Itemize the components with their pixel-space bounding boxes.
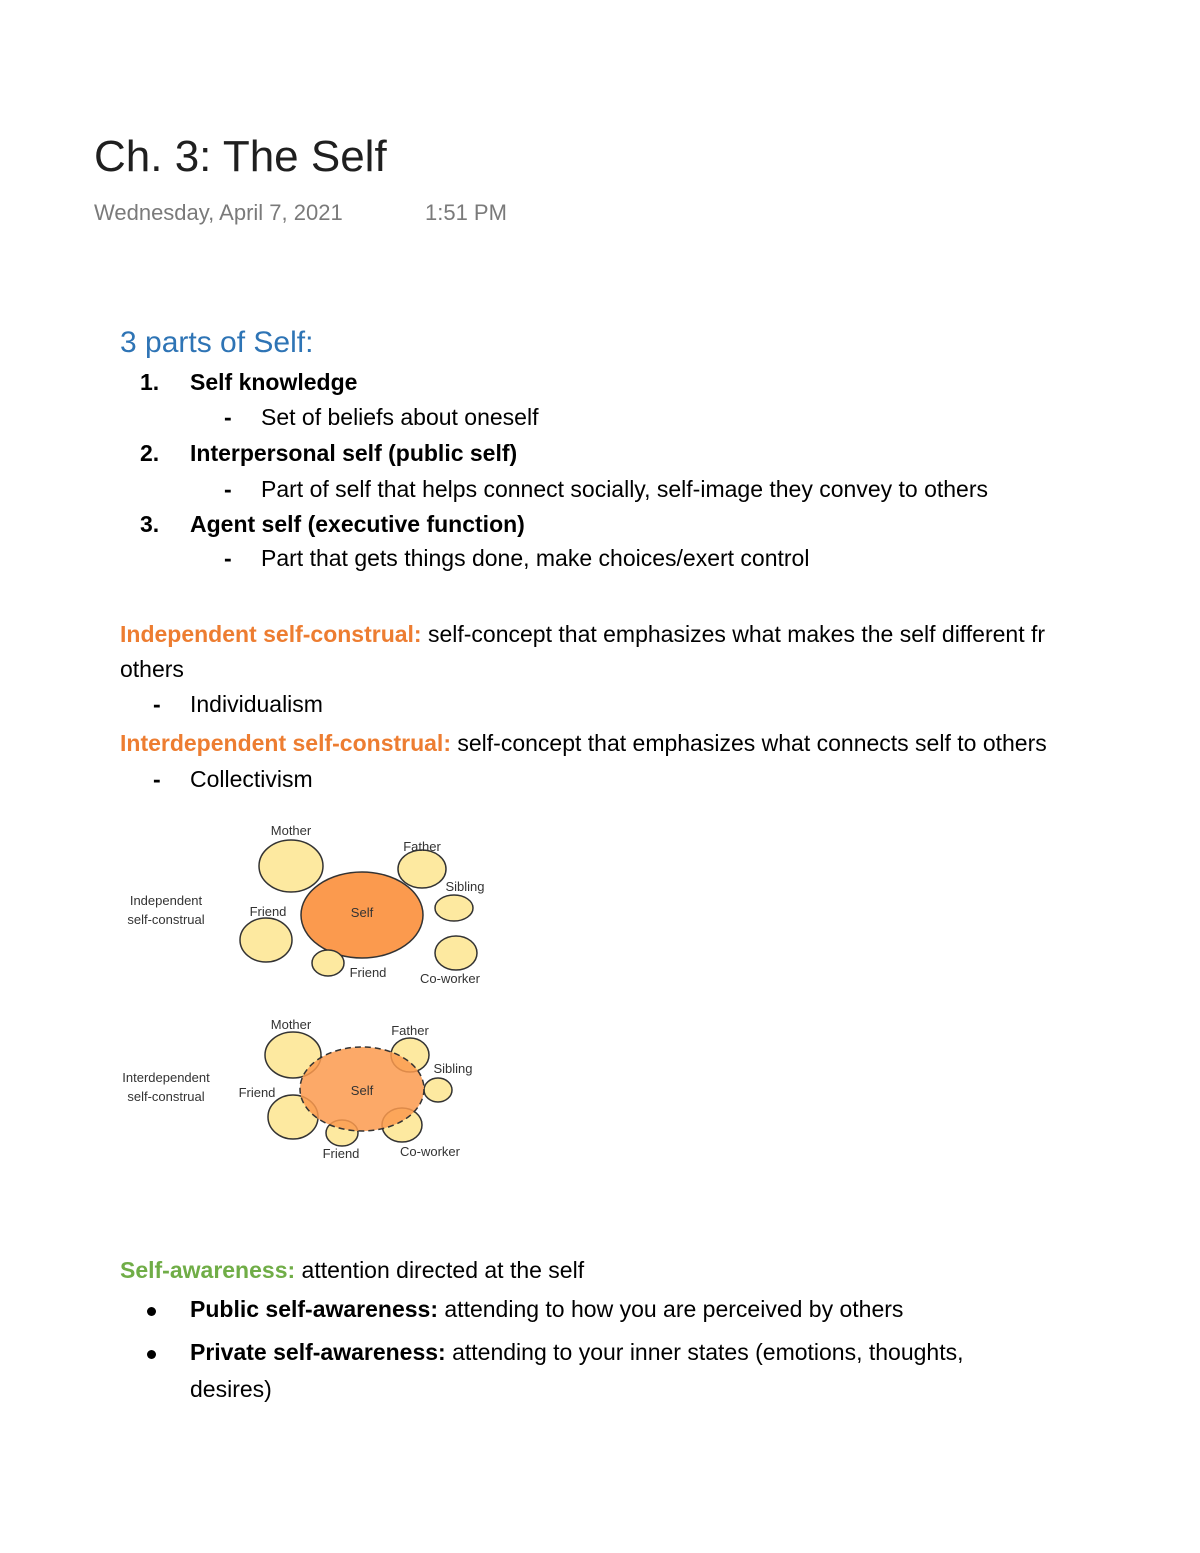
self-label: Self	[350, 905, 374, 920]
interdependent-text: self-concept that emphasizes what connects self to others	[450, 730, 1047, 756]
friend-label: Friend	[349, 965, 387, 980]
mother-circle	[259, 840, 323, 892]
father-label: Father	[403, 839, 441, 854]
sibling-label: Sibling	[433, 1061, 473, 1076]
dash-marker: -	[224, 476, 232, 502]
bullet-item	[190, 1296, 903, 1323]
dash-marker: -	[224, 545, 232, 571]
awareness-term: Self-awareness:	[120, 1257, 296, 1283]
self-label: Self	[350, 1083, 374, 1098]
coworker-circle	[435, 936, 477, 970]
self-construal-diagram	[110, 815, 510, 1175]
dash-marker: -	[224, 404, 232, 430]
diagram-label: self-construal	[127, 1089, 205, 1104]
bullet-marker	[147, 1307, 156, 1316]
mother-label: Mother	[270, 823, 312, 838]
diagram-label: Independent	[129, 893, 203, 908]
sibling-circle	[435, 895, 473, 921]
mother-label: Mother	[270, 1017, 312, 1032]
awareness-text: attention directed at the self	[295, 1257, 585, 1283]
list-item-detail: Part that gets things done, make choices/exert control	[261, 545, 810, 571]
father-label: Father	[391, 1023, 429, 1038]
bullet-detail-cont: desires)	[190, 1376, 272, 1402]
list-number: 3.	[140, 511, 160, 537]
awareness-definition	[120, 1257, 584, 1284]
bullet-label: Private self-awareness:	[190, 1339, 446, 1365]
interdependent-term: Interdependent self-construal:	[120, 730, 451, 756]
independent-definition	[120, 621, 1045, 648]
bullet-item	[190, 1339, 964, 1366]
list-item-label: Interpersonal self (public self)	[190, 440, 518, 466]
bullet-detail: attending to how you are perceived by others	[438, 1296, 904, 1322]
independent-text: self-concept that emphasizes what makes the self different fr	[421, 621, 1046, 647]
page-date: Wednesday, April 7, 2021	[94, 200, 343, 225]
list-item-label: Agent self (executive function)	[190, 511, 525, 537]
page-title: Ch. 3: The Self	[94, 132, 387, 181]
list-number: 2.	[140, 440, 160, 466]
independent-definition-cont: others	[120, 656, 184, 682]
interdependent-definition	[120, 730, 1047, 757]
interdependent-example: Collectivism	[190, 766, 313, 792]
friend-label: Friend	[322, 1146, 360, 1161]
bullet-label: Public self-awareness:	[190, 1296, 438, 1322]
friend-label: Friend	[249, 904, 287, 919]
sibling-label: Sibling	[445, 879, 485, 894]
father-circle	[398, 850, 446, 888]
friend-label: Friend	[238, 1085, 276, 1100]
dash-marker: -	[153, 766, 161, 792]
list-item-detail: Part of self that helps connect socially, self-image they convey to others	[261, 476, 988, 502]
diagram-label: Interdependent	[122, 1070, 210, 1085]
sibling-circle	[424, 1078, 452, 1102]
friend-circle	[312, 950, 344, 976]
bullet-marker	[147, 1350, 156, 1359]
independent-example: Individualism	[190, 691, 323, 717]
coworker-label: Co-worker	[400, 1144, 460, 1159]
page-time: 1:51 PM	[425, 200, 507, 225]
list-item-label: Self knowledge	[190, 369, 358, 395]
independent-term: Independent self-construal:	[120, 621, 422, 647]
diagram-label: self-construal	[127, 912, 205, 927]
bullet-detail: attending to your inner states (emotions, thoughts,	[445, 1339, 964, 1365]
friend-circle	[240, 918, 292, 962]
coworker-label: Co-worker	[420, 971, 480, 986]
parts-heading: 3 parts of Self:	[120, 326, 314, 359]
dash-marker: -	[153, 691, 161, 717]
list-number: 1.	[140, 369, 160, 395]
list-item-detail: Set of beliefs about oneself	[261, 404, 539, 430]
